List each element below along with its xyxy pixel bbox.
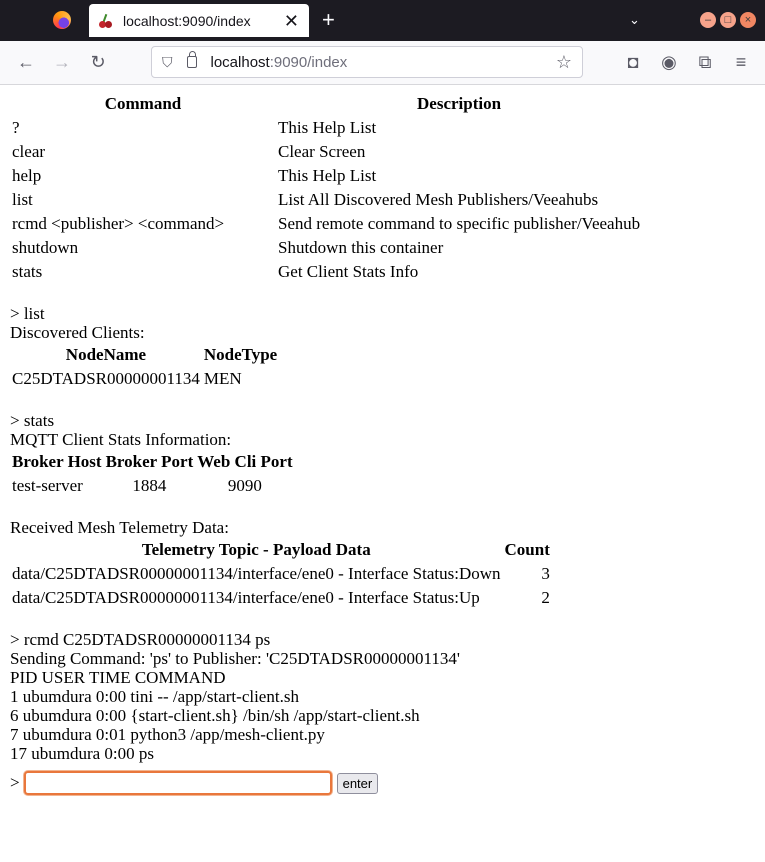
table-row	[11, 213, 641, 235]
help-command: help	[12, 166, 42, 185]
telemetry-header-topic: Telemetry Topic - Payload Data	[141, 540, 371, 559]
telemetry-header-count: Count	[504, 540, 550, 559]
url-bar[interactable]	[151, 46, 583, 78]
rcmd-output-line: 7 ubumdura 0:01 python3 /app/mesh-client.py	[10, 725, 325, 744]
browser-tab-bar	[0, 0, 765, 41]
help-header-description: Description	[417, 94, 502, 113]
menu-hamburger-icon[interactable]: ≡	[735, 52, 747, 72]
table-row	[11, 475, 294, 497]
command-line	[10, 771, 765, 795]
list-all-tabs-chevron-icon[interactable]: ⌄	[629, 12, 640, 27]
clients-table-header	[11, 344, 278, 366]
telemetry-table-header	[11, 539, 551, 561]
help-table	[9, 91, 643, 285]
clients-header-nodetype: NodeType	[203, 345, 278, 364]
telemetry-caption: Received Mesh Telemetry Data:	[10, 518, 229, 537]
help-command: ?	[12, 118, 20, 137]
stats-table-header	[11, 451, 294, 473]
stats-broker-host: test-server	[12, 476, 83, 495]
rcmd-output-line: 6 ubumdura 0:00 {start-client.sh} /bin/sh /app/start-client.sh	[10, 706, 420, 725]
help-command: stats	[12, 262, 43, 281]
help-description: Shutdown this container	[278, 238, 444, 257]
tab-close-icon[interactable]: ✕	[283, 10, 299, 31]
telemetry-table	[9, 537, 553, 611]
browser-tab-active[interactable]	[89, 4, 309, 37]
window-minimize-icon[interactable]: –	[700, 12, 716, 28]
rcmd-prompt: > rcmd C25DTADSR00000001134 ps	[10, 630, 271, 649]
enter-button[interactable]: enter	[337, 773, 379, 794]
clients-table	[9, 342, 280, 392]
help-description: This Help List	[278, 118, 377, 137]
command-input[interactable]	[24, 771, 332, 795]
table-row	[11, 165, 641, 187]
stats-web-cli-port: 9090	[227, 476, 262, 495]
help-description: This Help List	[278, 166, 377, 185]
window-maximize-icon[interactable]: □	[720, 12, 736, 28]
firefox-icon[interactable]	[53, 11, 71, 29]
telemetry-count: 2	[541, 588, 550, 607]
extensions-icon[interactable]: ⧉	[698, 52, 712, 72]
url-host: localhost	[210, 53, 270, 71]
help-description: Send remote command to specific publisher/Veeahub	[278, 214, 641, 233]
account-icon[interactable]: ◉	[661, 52, 677, 72]
client-node-type: MEN	[203, 369, 242, 388]
stats-header-broker-port: Broker Port	[105, 452, 194, 471]
table-row	[11, 587, 551, 609]
help-command: list	[12, 190, 33, 209]
cli-prompt: >	[10, 773, 20, 792]
new-tab-plus-icon[interactable]: +	[322, 7, 335, 32]
url-path: :9090/index	[269, 53, 348, 71]
help-table-header	[11, 93, 641, 115]
telemetry-count: 3	[541, 564, 550, 583]
table-row	[11, 563, 551, 585]
cherry-favicon-icon	[99, 14, 113, 28]
telemetry-topic: data/C25DTADSR00000001134/interface/ene0 - Interface Status:Up	[12, 588, 480, 607]
url-text[interactable]	[211, 54, 556, 71]
help-command: rcmd <publisher> <command>	[12, 214, 225, 233]
browser-nav-bar	[0, 41, 765, 85]
table-row	[11, 117, 641, 139]
help-description: Clear Screen	[278, 142, 366, 161]
rcmd-output-line: Sending Command: 'ps' to Publisher: 'C25DTADSR00000001134'	[10, 649, 460, 668]
reload-icon[interactable]: ↻	[90, 52, 106, 72]
table-row	[11, 141, 641, 163]
rcmd-output-line: 17 ubumdura 0:00 ps	[10, 744, 155, 763]
stats-table	[9, 449, 296, 499]
window-close-icon[interactable]: ×	[740, 12, 756, 28]
help-description: Get Client Stats Info	[278, 262, 419, 281]
help-header-command: Command	[104, 94, 182, 113]
help-command: shutdown	[12, 238, 79, 257]
pocket-icon[interactable]: ◘	[627, 52, 639, 72]
back-arrow-icon[interactable]: ←	[17, 52, 35, 72]
stats-header-web-cli-port: Web Cli Port	[197, 452, 293, 471]
clients-header-nodename: NodeName	[65, 345, 147, 364]
forward-arrow-icon[interactable]: →	[53, 52, 71, 72]
page-info-icon[interactable]	[187, 56, 197, 68]
telemetry-topic: data/C25DTADSR00000001134/interface/ene0 - Interface Status:Down	[12, 564, 501, 583]
table-row	[11, 261, 641, 283]
table-row	[11, 189, 641, 211]
tracking-shield-icon[interactable]: ⛉	[162, 53, 173, 70]
stats-broker-port: 1884	[132, 476, 167, 495]
stats-prompt: > stats	[10, 411, 55, 430]
bookmark-star-icon[interactable]: ☆	[555, 51, 572, 72]
stats-header-broker-host: Broker Host	[12, 452, 102, 471]
page-content	[0, 85, 765, 862]
list-prompt: > list	[10, 304, 45, 323]
rcmd-output-line: PID USER TIME COMMAND	[10, 668, 226, 687]
list-caption: Discovered Clients:	[10, 323, 145, 342]
help-description: List All Discovered Mesh Publishers/Veeahubs	[278, 190, 599, 209]
help-command: clear	[12, 142, 46, 161]
table-row	[11, 368, 278, 390]
table-row	[11, 237, 641, 259]
tab-title: localhost:9090/index	[123, 12, 251, 29]
rcmd-output-line: 1 ubumdura 0:00 tini -- /app/start-client.sh	[10, 687, 299, 706]
stats-caption: MQTT Client Stats Information:	[10, 430, 232, 449]
client-node-name: C25DTADSR00000001134	[12, 369, 200, 388]
